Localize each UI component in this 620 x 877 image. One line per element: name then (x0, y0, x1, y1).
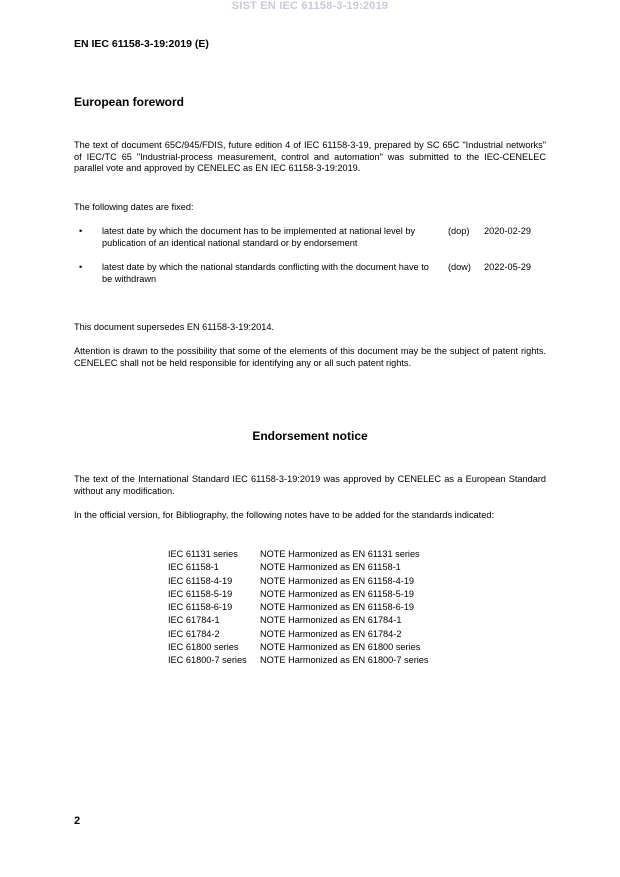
note-text: NOTE Harmonized as EN 61158-6-19 (260, 602, 415, 613)
list-item (168, 628, 429, 641)
attention-paragraph: Attention is drawn to the possibility that some of the elements of this document may be the subject of patent rights. CENELEC shall not be held responsible for identifying any or all such patent rights. (74, 346, 546, 368)
foreword-heading: European foreword (74, 95, 185, 109)
note-standard: IEC 61158-5-19 (168, 588, 233, 599)
note-text: NOTE Harmonized as EN 61800 series (260, 642, 421, 653)
date-item-abbr: (dop) (448, 226, 470, 236)
list-item (168, 575, 429, 588)
bullet-icon: • (79, 262, 83, 272)
bullet-icon: • (79, 226, 83, 236)
note-standard: IEC 61784-2 (168, 628, 220, 639)
list-item (168, 561, 429, 574)
note-standard: IEC 61131 series (168, 549, 238, 559)
page-number: 2 (74, 815, 81, 827)
note-text: NOTE Harmonized as EN 61158-1 (260, 562, 401, 573)
note-standard: IEC 61800 series (168, 642, 239, 653)
note-standard: IEC 61800-7 series (168, 655, 247, 666)
bibliography-lead-paragraph: In the official version, for Bibliography, the following notes have to be added for the standards indicated: (74, 510, 494, 520)
date-item-abbr: (dow) (448, 262, 471, 272)
endorsement-intro-paragraph: The text of the International Standard IEC 61158-3-19:2019 was approved by CENELEC as a European Standard without any modification. (74, 474, 546, 496)
list-item (168, 654, 429, 667)
foreword-intro-paragraph: The text of document 65C/945/FDIS, future edition 4 of IEC 61158-3-19, prepared by SC 65C "Industrial networks" of IEC/TC 65 "Industrial-process measurement, control and automation" was submitted to the IEC-CENELEC parallel vote and approved by CENELEC as EN IEC 61158-3-19:2019. (74, 140, 546, 174)
date-item-text: latest date by which the national standards conflicting with the document have to be withdrawn (102, 262, 429, 284)
bibliography-notes-list (168, 548, 429, 668)
note-text: NOTE Harmonized as EN 61158-4-19 (260, 575, 415, 586)
dates-lead-paragraph: The following dates are fixed: (74, 202, 194, 212)
list-item (168, 614, 429, 627)
note-standard: IEC 61158-4-19 (168, 575, 233, 586)
date-item-text: latest date by which the document has to be implemented at national level by publication of an identical national standard or by endorsement (102, 226, 416, 248)
note-text: NOTE Harmonized as EN 61131 series (260, 549, 420, 559)
note-standard: IEC 61158-6-19 (168, 602, 233, 613)
note-standard: IEC 61158-1 (168, 562, 219, 573)
document-id: EN IEC 61158-3-19:2019 (E) (74, 38, 209, 50)
note-text: NOTE Harmonized as EN 61784-2 (260, 628, 402, 639)
watermark-title: SIST EN IEC 61158-3-19:2019 (231, 0, 389, 12)
note-text: NOTE Harmonized as EN 61784-1 (260, 615, 402, 626)
list-item (168, 641, 429, 654)
date-item-value: 2020-02-29 (484, 226, 531, 236)
list-item (168, 588, 429, 601)
note-standard: IEC 61784-1 (168, 615, 220, 626)
date-item-value: 2022-05-29 (484, 262, 531, 272)
list-item (168, 548, 429, 561)
endorsement-heading: Endorsement notice (252, 429, 368, 443)
note-text: NOTE Harmonized as EN 61800-7 series (260, 655, 429, 666)
list-item (168, 601, 429, 614)
supersedes-paragraph: This document supersedes EN 61158-3-19:2014. (74, 322, 275, 332)
note-text: NOTE Harmonized as EN 61158-5-19 (260, 588, 415, 599)
